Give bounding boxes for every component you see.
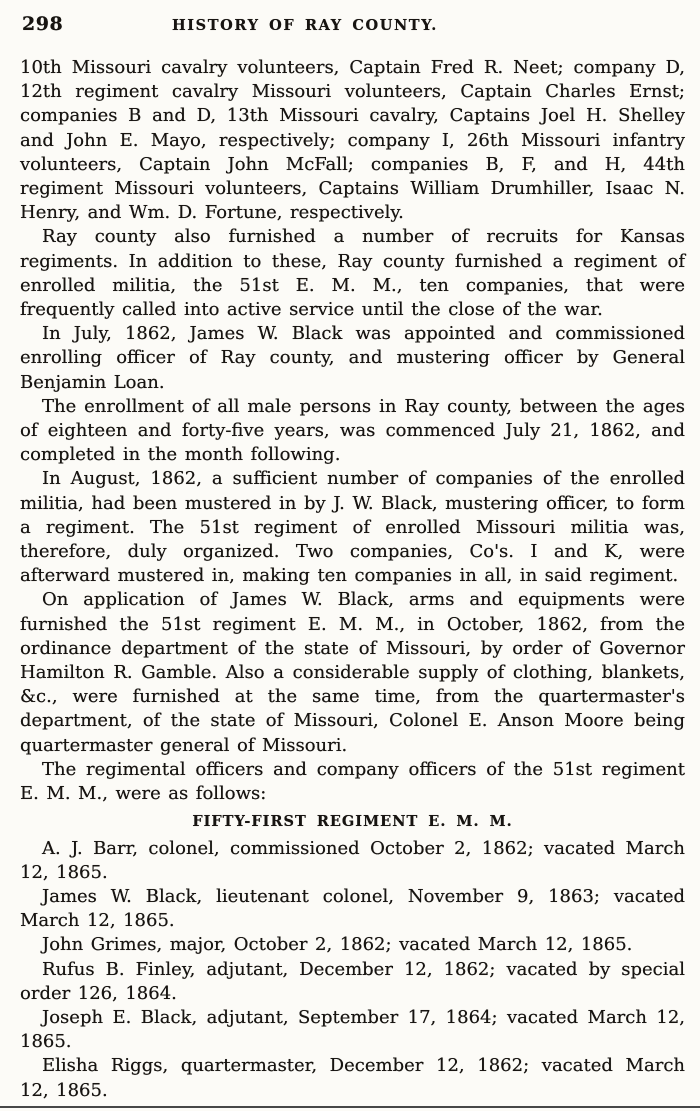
body-paragraph-7: The regimental officers and company officers of the 51st regiment E. M. M., were as follows: (20, 758, 685, 805)
officer-entry-5: Joseph E. Black, adjutant, September 17, 1864; vacated March 12, 1865. (20, 1006, 685, 1053)
page-body (0, 41, 700, 1103)
body-paragraph-5: In August, 1862, a sufficient number of companies of the enrolled militia, had been mustered in by J. W. Black, mustering officer, to form a regiment. The 51st regiment of enrolled Missouri militia was, therefore, duly organized. Two companies, Co's. I and K, were afterward mustered in, making ten companies in all, in said regiment. (20, 468, 685, 587)
bottom-rule (0, 1106, 700, 1108)
officer-entry-1: A. J. Barr, colonel, commissioned October 2, 1862; vacated March 12, 1865. (20, 837, 685, 883)
body-paragraph-2: Ray county also furnished a number of recruits for Kansas regiments. In addition to these, Ray county furnished a regiment of enrolled militia, the 51st E. M. M., ten companies, that were frequently called into active service until the close of the war. (20, 226, 685, 321)
officer-entry-3: John Grimes, major, October 2, 1862; vacated March 12, 1865. (42, 934, 633, 956)
body-paragraph-6: On application of James W. Black, arms and equipments were furnished the 51st regiment E. M. M., in October, 1862, from the ordinance department of the state of Missouri, by order of Governor Hamilton R. Gamble. Also a considerable supply of clothing, blankets, &c., were furnished at the same time, from the quartermaster's department, of the state of Missouri, Colonel E. Anson Moore being quartermaster general of Missouri. (20, 589, 685, 756)
section-heading: FIFTY-FIRST REGIMENT E. M. M. (192, 813, 513, 831)
page-header (0, 13, 700, 41)
officer-entry-2: James W. Black, lieutenant colonel, November 9, 1863; vacated March 12, 1865. (20, 885, 685, 932)
body-paragraph-1: 10th Missouri cavalry volunteers, Captain Fred R. Neet; company D, 12th regiment cavalry Missouri volunteers, Captain Charles Ernst; companies B and D, 13th Missouri cavalry, Captains Joel H. Shelley and John E. Mayo, respectively; company I, 26th Missouri infantry volunteers, Captain John McFall; companies B, F, and H, 44th regiment Missouri volunteers, Captains William Drumhiller, Isaac N. Henry, and Wm. D. Fortune, respectively. (20, 57, 685, 224)
page-number: 298 (22, 13, 64, 35)
officer-entry-6: Elisha Riggs, quartermaster, December 12, 1862; vacated March 12, 1865. (20, 1055, 685, 1101)
running-title: HISTORY OF RAY COUNTY. (172, 17, 438, 34)
body-paragraph-4: The enrollment of all male persons in Ray county, between the ages of eighteen and forty-five years, was commenced July 21, 1862, and completed in the month following. (20, 395, 685, 466)
officer-entry-4: Rufus B. Finley, adjutant, December 12, 1862; vacated by special order 126, 1864. (20, 958, 685, 1004)
body-paragraph-3: In July, 1862, James W. Black was appointed and commissioned enrolling officer of Ray county, and mustering officer by General Benjamin Loan. (20, 323, 685, 393)
